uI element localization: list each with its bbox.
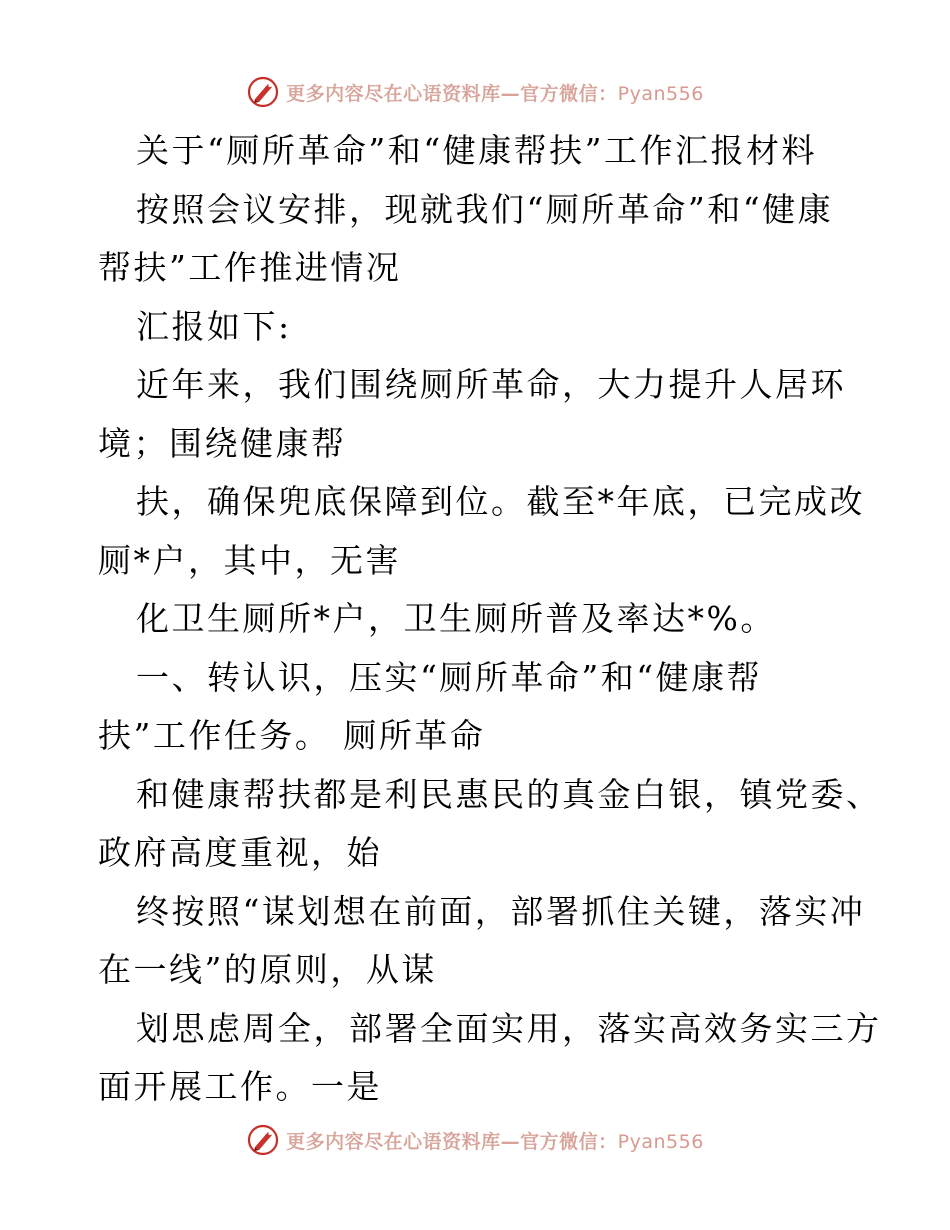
text-line: 关于“厕所革命”和“健康帮扶”工作汇报材料 — [136, 131, 817, 170]
text-line: 面开展工作。一是 — [98, 1067, 382, 1106]
watermark-text: 更多内容尽在心语资料库—官方微信：Pyan556 — [286, 82, 704, 105]
text-line: 厕*户，其中，无害 — [98, 540, 401, 580]
text-line: 划思虑周全，部署全面实用，落实高效务实三方 — [136, 1008, 882, 1048]
text-line: 扶”工作任务。 厕所革命 — [98, 716, 486, 755]
footer-watermark — [0, 1120, 950, 1160]
text-line: 境；围绕健康帮 — [98, 423, 347, 463]
text-line: 按照会议安排，现就我们“厕所革命”和“健康 — [136, 189, 834, 229]
document-body — [98, 122, 882, 1117]
text-line: 和健康帮扶都是利民惠民的真金白银，镇党委、 — [136, 774, 882, 814]
text-line: 在一线”的原则，从谋 — [98, 950, 437, 989]
text-line: 一、转认识，压实“厕所革命”和“健康帮 — [136, 657, 763, 697]
text-line: 化卫生厕所*户，卫生厕所普及率达*%。 — [136, 599, 776, 638]
text-line: 汇报如下: — [136, 306, 292, 346]
wechat-id: Pyan556 — [617, 82, 704, 105]
pen-logo-icon — [246, 1123, 280, 1157]
wechat-id: Pyan556 — [617, 1130, 704, 1153]
text-line: 终按照“谋划想在前面，部署抓住关键，落实冲 — [136, 891, 866, 931]
text-line: 帮扶”工作推进情况 — [98, 248, 402, 287]
text-line: 政府高度重视，始 — [98, 833, 382, 872]
text-line: 扶，确保兜底保障到位。截至*年底，已完成改 — [136, 482, 865, 521]
text-line: 近年来，我们围绕厕所革命，大力提升人居环 — [136, 365, 846, 404]
header-watermark — [0, 72, 950, 112]
watermark-text: 更多内容尽在心语资料库—官方微信：Pyan556 — [286, 1130, 704, 1153]
pen-logo-icon — [246, 75, 280, 109]
